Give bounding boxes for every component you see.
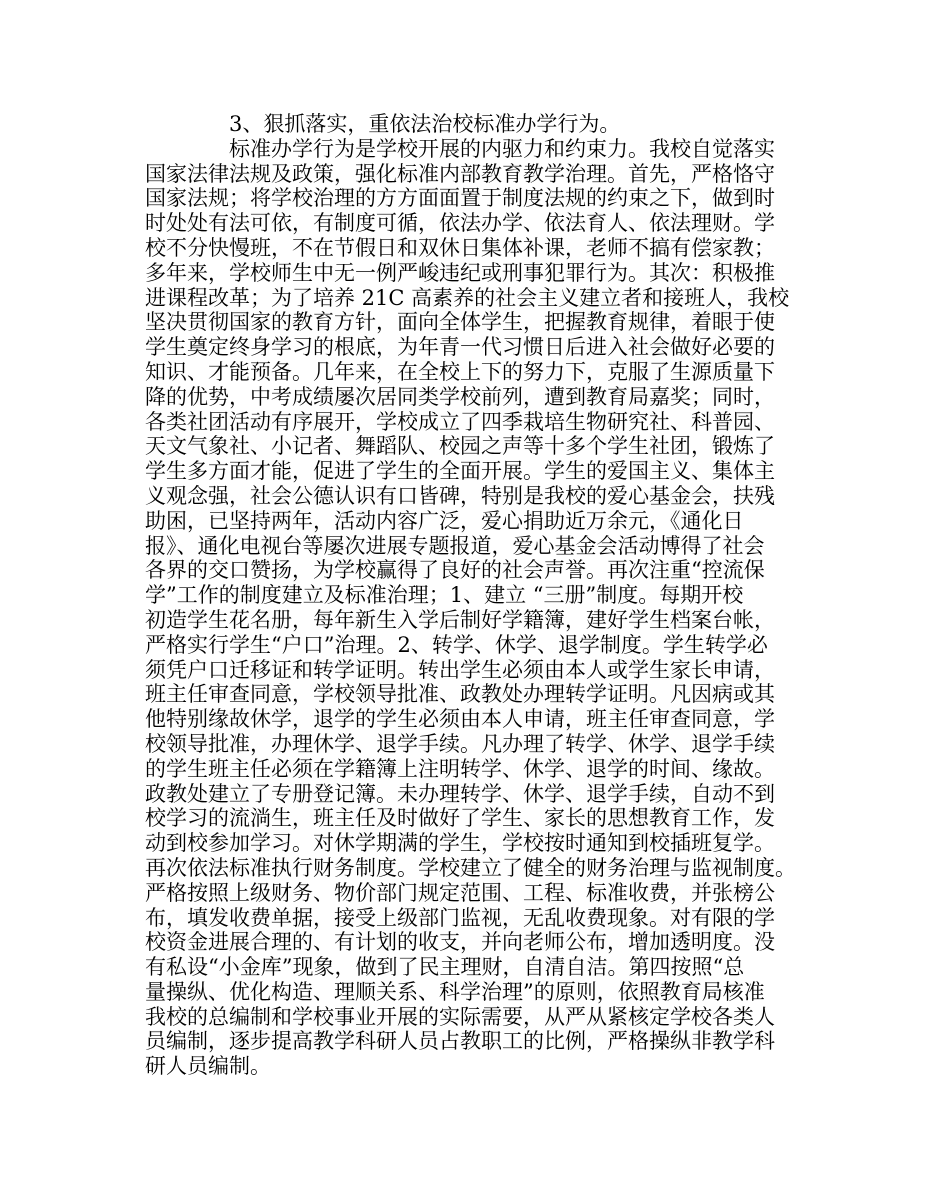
paragraph-line: 学生奠定终身学习的根底，为年青一代习惯日后进入社会做好必要的 <box>145 335 775 360</box>
paragraph-line: 报》、通化电视台等屡次进展专题报道，爱心基金会活动博得了社会 <box>145 533 765 558</box>
paragraph-line: 严格实行学生“户口”治理。2、转学、休学、退学制度。学生转学必 <box>145 632 768 657</box>
paragraph-line: 须凭户口迁移证和转学证明。转出学生必须由本人或学生家长申请， <box>145 657 775 682</box>
paragraph-line: 知识、才能预备。几年来，在全校上下的努力下，克服了生源质量下 <box>145 359 775 384</box>
paragraph-line: 校学习的流淌生，班主任及时做好了学生、家长的思想教育工作，发 <box>145 806 775 831</box>
section-heading: 3、狠抓落实，重依法治校标准办学行为。 <box>229 112 621 136</box>
paragraph-line: 动到校参加学习。对休学期满的学生，学校按时通知到校插班复学。 <box>145 831 775 856</box>
paragraph-line: 学”工作的制度建立及标准治理；1、建立 “三册”制度。每期开校 <box>145 583 744 608</box>
paragraph-line: 严格按照上级财务、物价部门规定范围、工程、标准收费，并张榜公 <box>145 880 775 905</box>
paragraph-line: 各界的交口赞扬，为学校赢得了良好的社会声誉。再次注重“控流保 <box>145 558 765 583</box>
paragraph-line: 国家法规；将学校治理的方方面面置于制度法规的约束之下，做到时 <box>145 186 775 211</box>
paragraph-line: 研人员编制。 <box>145 1054 271 1079</box>
paragraph-line: 各类社团活动有序展开，学校成立了四季栽培生物研究社、科普园、 <box>145 409 775 434</box>
paragraph-line: 坚决贯彻国家的教育方针，面向全体学生，把握教育规律，着眼于使 <box>145 310 775 335</box>
paragraph-line: 进课程改革；为了培养 21C 高素养的社会主义建立者和接班人，我校 <box>145 285 790 310</box>
paragraph-line: 校不分快慢班，不在节假日和双休日集体补课，老师不搞有偿家教； <box>145 235 775 260</box>
paragraph-line: 班主任审查同意，学校领导批准、政教处办理转学证明。凡因病或其 <box>145 682 775 707</box>
paragraph-line: 校领导批准，办理休学、退学手续。凡办理了转学、休学、退学手续 <box>145 731 775 756</box>
paragraph-line: 校资金进展合理的、有计划的收支，并向老师公布，增加透明度。没 <box>145 930 775 955</box>
paragraph-line: 有私设“小金库”现象，做到了民主理财，自清自洁。第四按照“总 <box>145 955 745 980</box>
paragraph-line: 再次依法标准执行财务制度。学校建立了健全的财务治理与监视制度。 <box>145 855 796 880</box>
paragraph-line: 天文气象社、小记者、舞蹈队、校园之声等十多个学生社团，锻炼了 <box>145 434 775 459</box>
paragraph-line: 量操纵、优化构造、理顺关系、科学治理”的原则，依照教育局核准 <box>145 979 765 1004</box>
paragraph-line: 员编制，逐步提高教学科研人员占教职工的比例，严格操纵非教学科 <box>145 1029 775 1054</box>
paragraph-line: 我校的总编制和学校事业开展的实际需要，从严从紧核定学校各类人 <box>145 1004 775 1029</box>
paragraph-line: 政教处建立了专册登记簿。未办理转学、休学、退学手续，自动不到 <box>145 781 775 806</box>
paragraph-line: 布，填发收费单据，接受上级部门监视，无乱收费现象。对有限的学 <box>145 905 775 930</box>
document-body <box>145 112 810 1079</box>
paragraph-line: 多年来，学校师生中无一例严峻违纪或刑事犯罪行为。其次：积极推 <box>145 260 775 285</box>
paragraph-line: 义观念强，社会公德认识有口皆碑，特别是我校的爱心基金会，扶残 <box>145 483 775 508</box>
paragraph-line: 学生多方面才能，促进了学生的全面开展。学生的爱国主义、集体主 <box>145 459 775 484</box>
paragraph-line: 降的优势，中考成绩屡次居同类学校前列，遭到教育局嘉奖；同时， <box>145 384 775 409</box>
paragraph-line: 国家法律法规及政策，强化标准内部教育教学治理。首先，严格恪守 <box>145 161 775 186</box>
paragraph-line: 时处处有法可依，有制度可循，依法办学、依法育人、依法理财。学 <box>145 211 775 236</box>
paragraph-line: 助困，已坚持两年，活动内容广泛，爱心捐助近万余元，《通化日 <box>145 508 744 533</box>
paragraph-line: 初造学生花名册，每年新生入学后制好学籍簿，建好学生档案台帐， <box>145 607 775 632</box>
paragraph-line: 他特别缘故休学，退学的学生必须由本人申请，班主任审查同意，学 <box>145 707 775 732</box>
paragraph-line: 标准办学行为是学校开展的内驱力和约束力。我校自觉落实 <box>229 136 775 161</box>
paragraph-line: 的学生班主任必须在学籍簿上注明转学、休学、退学的时间、缘故。 <box>145 756 775 781</box>
